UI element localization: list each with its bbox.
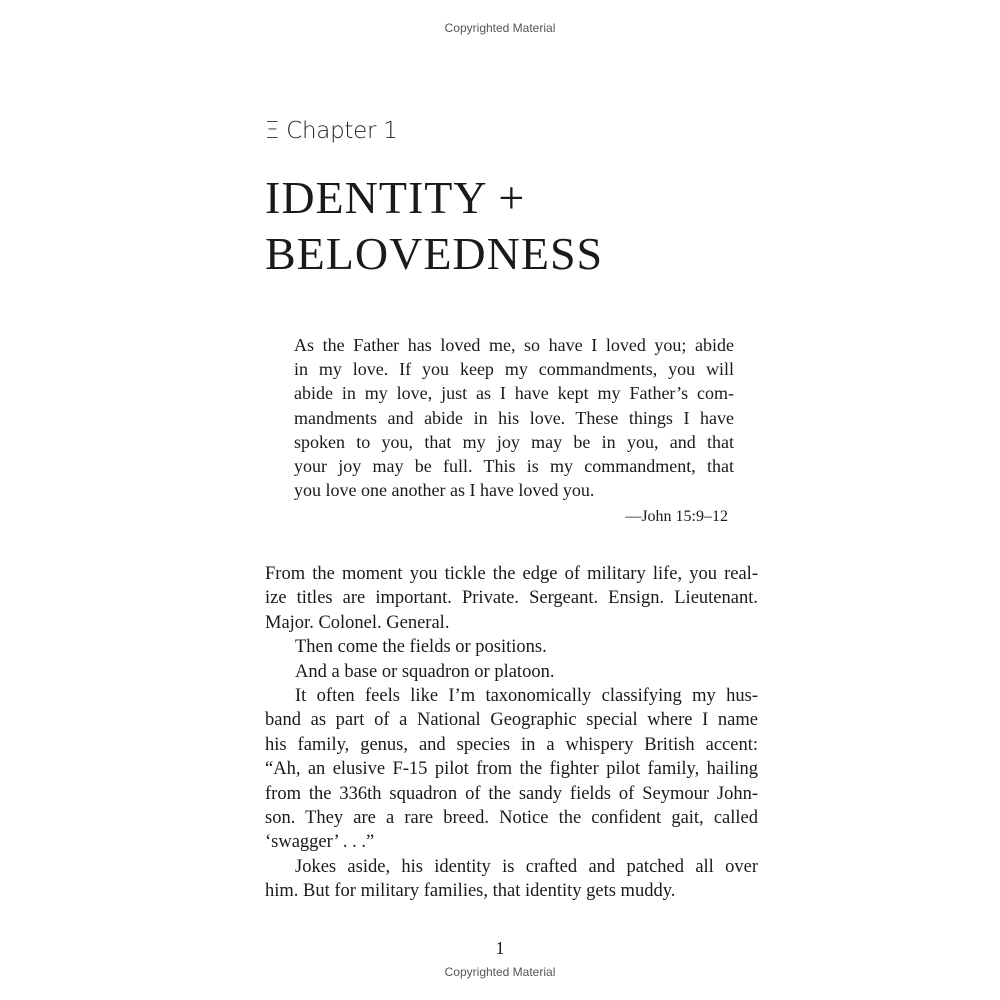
epigraph-line: in my love. If you keep my commandments, you will <box>294 359 734 380</box>
body-line: Then come the fields or positions. <box>295 637 547 658</box>
copyright-watermark-bottom: Copyrighted Material <box>444 965 556 979</box>
body-text <box>265 562 758 904</box>
body-line: “Ah, an elusive F-15 pilot from the fighter pilot family, hailing <box>265 759 758 780</box>
body-line: Jokes aside, his identity is crafted and patched all over <box>295 856 758 877</box>
body-line: It often feels like I’m taxonomically classifying my hus- <box>295 686 758 707</box>
body-line: band as part of a National Geographic special where I name <box>265 710 758 731</box>
page-number: 1 <box>495 938 505 958</box>
body-line: ize titles are important. Private. Sergeant. Ensign. Lieutenant. <box>265 588 758 609</box>
body-line: him. But for military families, that identity gets muddy. <box>265 881 676 902</box>
epigraph-line: abide in my love, just as I have kept my Father’s com- <box>294 383 734 404</box>
epigraph-line: you love one another as I have loved you. <box>294 480 595 501</box>
epigraph-line: spoken to you, that my joy may be in you, and that <box>294 431 734 452</box>
body-line: from the 336th squadron of the sandy fields of Seymour John- <box>265 783 758 804</box>
chapter-title-line: BELOVEDNESS <box>265 228 604 279</box>
body-line: Major. Colonel. General. <box>265 612 450 633</box>
epigraph-line: As the Father has loved me, so have I loved you; abide <box>294 335 734 355</box>
body-line: And a base or squadron or platoon. <box>295 661 555 682</box>
chapter-title <box>265 170 603 282</box>
epigraph-attribution: —John 15:9–12 <box>625 508 728 525</box>
body-line: From the moment you tickle the edge of military life, you real- <box>265 564 758 584</box>
epigraph-line: mandments and abide in his love. These things I have <box>294 407 734 428</box>
chapter-label: Ξ Chapter 1 <box>265 118 398 144</box>
body-line: ‘swagger’ . . .” <box>265 832 375 853</box>
epigraph-quote <box>294 333 734 502</box>
epigraph-line: your joy may be full. This is my commandment, that <box>294 456 734 477</box>
body-line: his family, genus, and species in a whispery British accent: <box>265 734 758 755</box>
copyright-watermark-top: Copyrighted Material <box>444 21 556 35</box>
chapter-title-line: IDENTITY + <box>265 172 526 223</box>
body-line: son. They are a rare breed. Notice the confident gait, called <box>265 808 758 829</box>
